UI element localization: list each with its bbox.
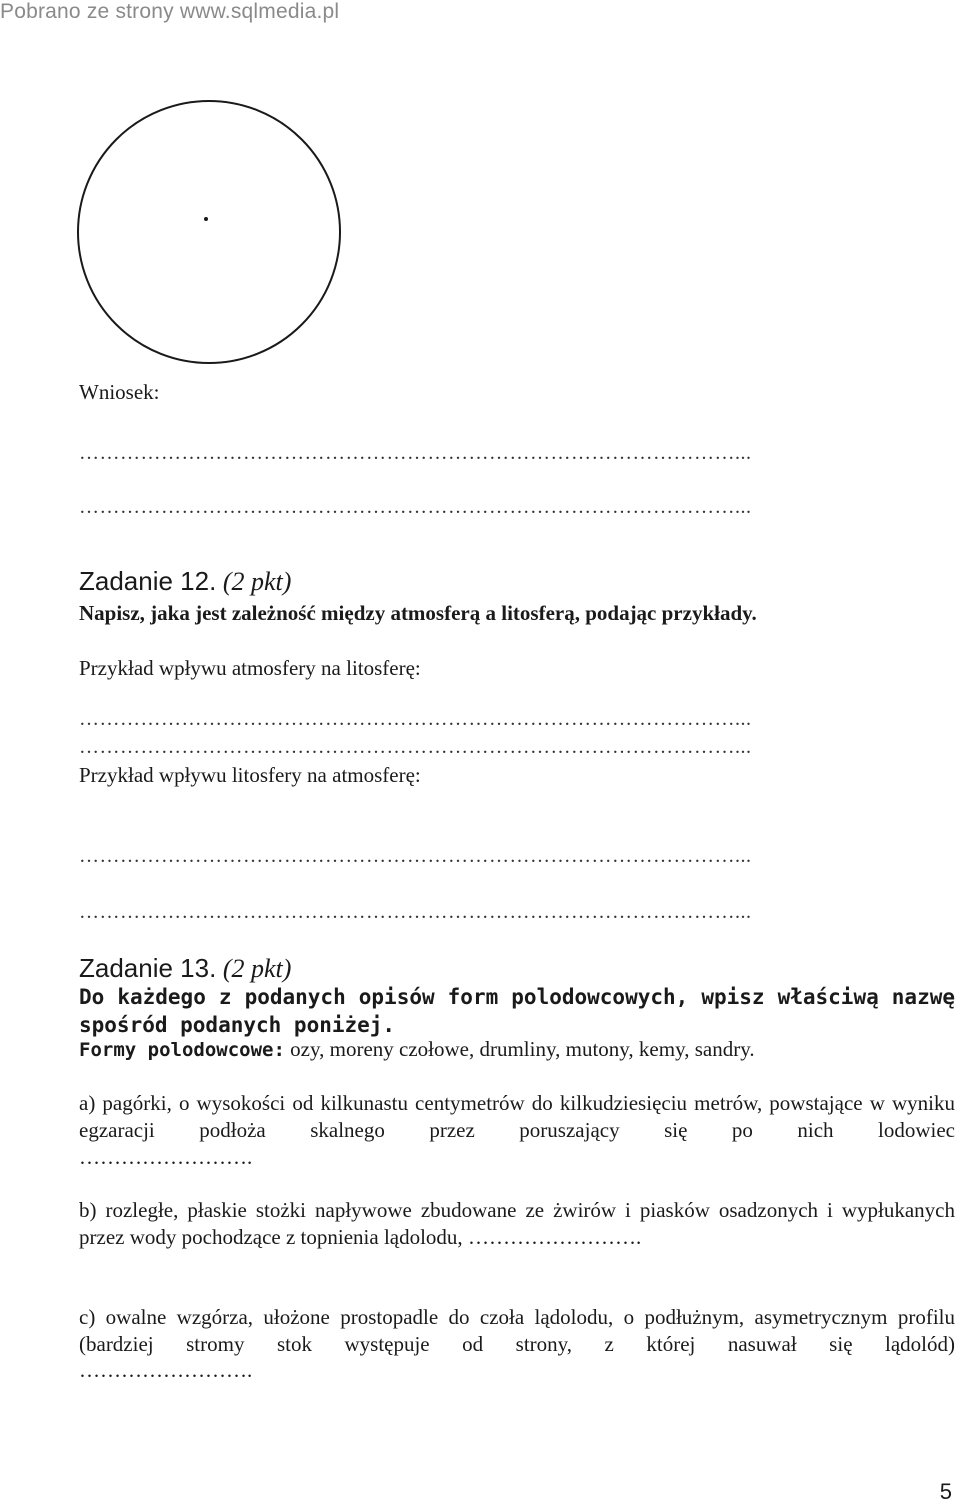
task13-item-a-blank[interactable]: ……………………. [79, 1145, 253, 1169]
task13-instruction: Do każdego z podanych opisów form polodowcowych, wpisz właściwą nazwę spośród podanych poniżej. [79, 985, 955, 1037]
diagram-center-dot [204, 217, 208, 221]
task13-item-b-text: b) rozległe, płaskie stożki napływowe zbudowane ze żwirów i piasków osadzonych i wypłukanych przez wody pochodzące z topnienia lądolodu, [79, 1198, 955, 1249]
circle-diagram [76, 98, 346, 368]
task13-item-b [79, 1197, 955, 1251]
task12-points: (2 pkt) [222, 567, 292, 596]
task12-number: Zadanie 12. [79, 566, 217, 596]
task13-points: (2 pkt) [222, 954, 292, 983]
task12-example2-line-1[interactable]: ……………………………………………………………………………………... [79, 845, 752, 867]
task13-forms-line [79, 1037, 755, 1062]
task12-example2-line-2[interactable]: ……………………………………………………………………………………... [79, 901, 752, 923]
task13-forms-label: Formy polodowcowe: [79, 1039, 285, 1061]
watermark: Pobrano ze strony www.sqlmedia.pl [0, 0, 340, 23]
task12-example1-line-2[interactable]: ……………………………………………………………………………………... [79, 736, 752, 758]
task12-example2-label: Przykład wpływu litosfery na atmosferę: [79, 763, 421, 787]
task13-forms-list: ozy, moreny czołowe, drumliny, mutony, kemy, sandry. [290, 1037, 755, 1061]
diagram-circle [78, 101, 340, 363]
task13-heading [79, 953, 291, 984]
page-number: 5 [939, 1479, 952, 1504]
task13-item-c: c) owalne wzgórza, ułożone prostopadle do czoła lądolodu, o podłużnym, asymetrycznym profilu (bardziej stromy stok występuje od strony, z której nasuwał się lądolód) [79, 1305, 955, 1356]
conclusion-answer-line-1[interactable]: ……………………………………………………………………………………... [79, 442, 752, 464]
task12-example1-line-1[interactable]: ……………………………………………………………………………………... [79, 708, 752, 730]
task12-instruction: Napisz, jaka jest zależność między atmosferą a litosferą, podając przykłady. [79, 601, 757, 625]
task13-item-c-blank[interactable]: ……………………. [79, 1358, 253, 1382]
conclusion-answer-line-2[interactable]: ……………………………………………………………………………………... [79, 496, 752, 518]
task12-example1-label: Przykład wpływu atmosfery na litosferę: [79, 656, 421, 680]
task13-number: Zadanie 13. [79, 953, 217, 983]
task13-item-a: a) pagórki, o wysokości od kilkunastu centymetrów do kilkudziesięciu metrów, powstające w wyniku egzaracji podłoża skalnego przez poruszający się po nich lodowiec [79, 1091, 955, 1142]
task13-item-b-blank[interactable]: ……………………. [467, 1225, 642, 1249]
conclusion-label: Wniosek: [79, 380, 160, 404]
task12-heading [79, 566, 291, 597]
